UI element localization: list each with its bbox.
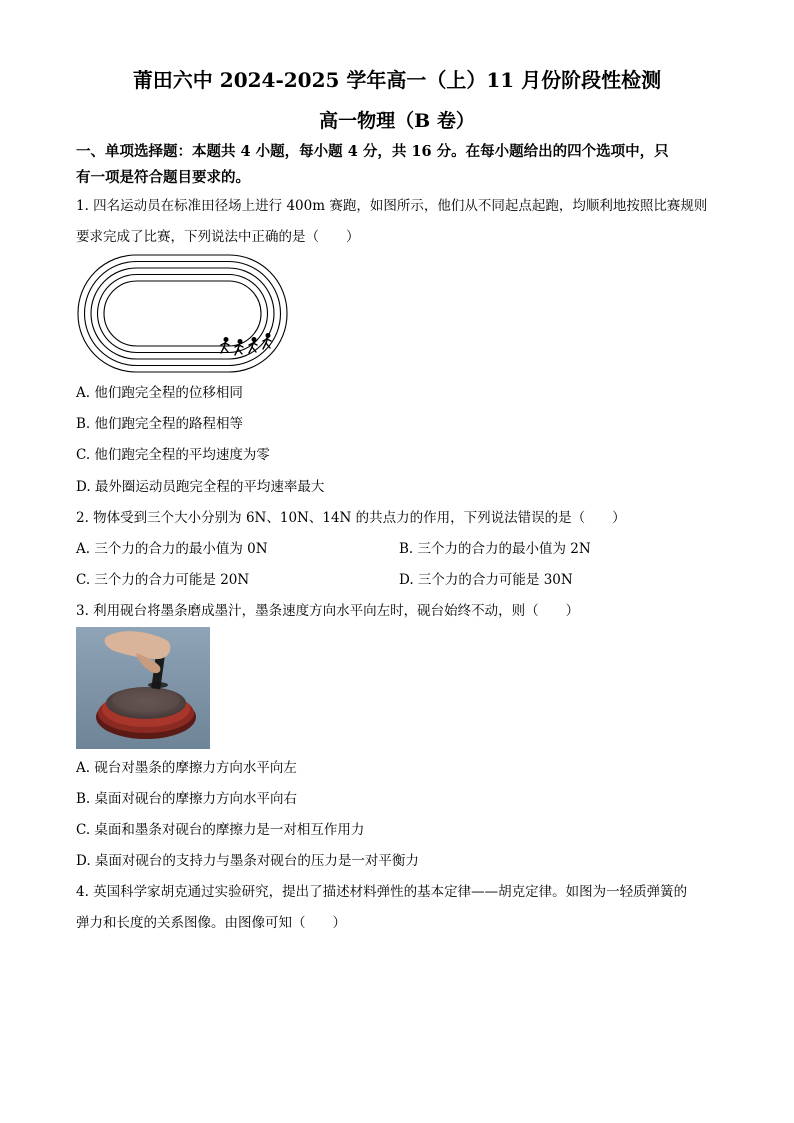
inkstone-photo-icon bbox=[76, 627, 210, 749]
question-1-stem-cont: 要求完成了比赛，下列说法中正确的是（ ） bbox=[76, 229, 360, 245]
question-2-stem: 2. 物体受到三个大小分别为 6N、10N、14N 的共点力的作用，下列说法错误的是（ ） bbox=[76, 510, 626, 526]
running-track-icon bbox=[77, 254, 289, 374]
question-3-option-a: A. 砚台对墨条的摩擦力方向水平向左 bbox=[76, 760, 297, 776]
question-3-option-d: D. 桌面对砚台的支持力与墨条对砚台的压力是一对平衡力 bbox=[76, 853, 419, 869]
question-1-option-a: A. 他们跑完全程的位移相同 bbox=[76, 385, 243, 401]
exam-subtitle: 高一物理（B 卷） bbox=[319, 110, 475, 132]
question-2-option-b: B. 三个力的合力的最小值为 2N bbox=[399, 541, 591, 557]
question-1-stem: 1. 四名运动员在标准田径场上进行 400m 赛跑，如图所示，他们从不同起点起跑，均顺利地按照比赛规则 bbox=[76, 198, 708, 214]
question-4-stem-cont: 弹力和长度的关系图像。由图像可知（ ） bbox=[76, 915, 346, 931]
question-1-option-c: C. 他们跑完全程的平均速度为零 bbox=[76, 447, 270, 463]
question-4-stem: 4. 英国科学家胡克通过实验研究，提出了描述材料弹性的基本定律——胡克定律。如图为一轻质弹簧的 bbox=[76, 884, 688, 900]
question-1-option-b: B. 他们跑完全程的路程相等 bbox=[76, 416, 244, 432]
question-3-option-c: C. 桌面和墨条对砚台的摩擦力是一对相互作用力 bbox=[76, 822, 365, 838]
question-2-option-a: A. 三个力的合力的最小值为 0N bbox=[76, 541, 268, 557]
section-heading: 一、单项选择题：本题共 4 小题，每小题 4 分，共 16 分。在每小题给出的四个选项中，只 bbox=[76, 143, 669, 160]
question-2-option-d: D. 三个力的合力可能是 30N bbox=[399, 572, 573, 588]
section-heading-cont: 有一项是符合题目要求的。 bbox=[76, 169, 250, 186]
question-3-stem: 3. 利用砚台将墨条磨成墨汁，墨条速度方向水平向左时，砚台始终不动，则（ ） bbox=[76, 603, 580, 619]
question-1-option-d: D. 最外圈运动员跑完全程的平均速率最大 bbox=[76, 479, 325, 495]
exam-title: 莆田六中 2024-2025 学年高一（上）11 月份阶段性检测 bbox=[132, 68, 662, 92]
question-2-option-c: C. 三个力的合力可能是 20N bbox=[76, 572, 250, 588]
question-3-option-b: B. 桌面对砚台的摩擦力方向水平向右 bbox=[76, 791, 298, 807]
